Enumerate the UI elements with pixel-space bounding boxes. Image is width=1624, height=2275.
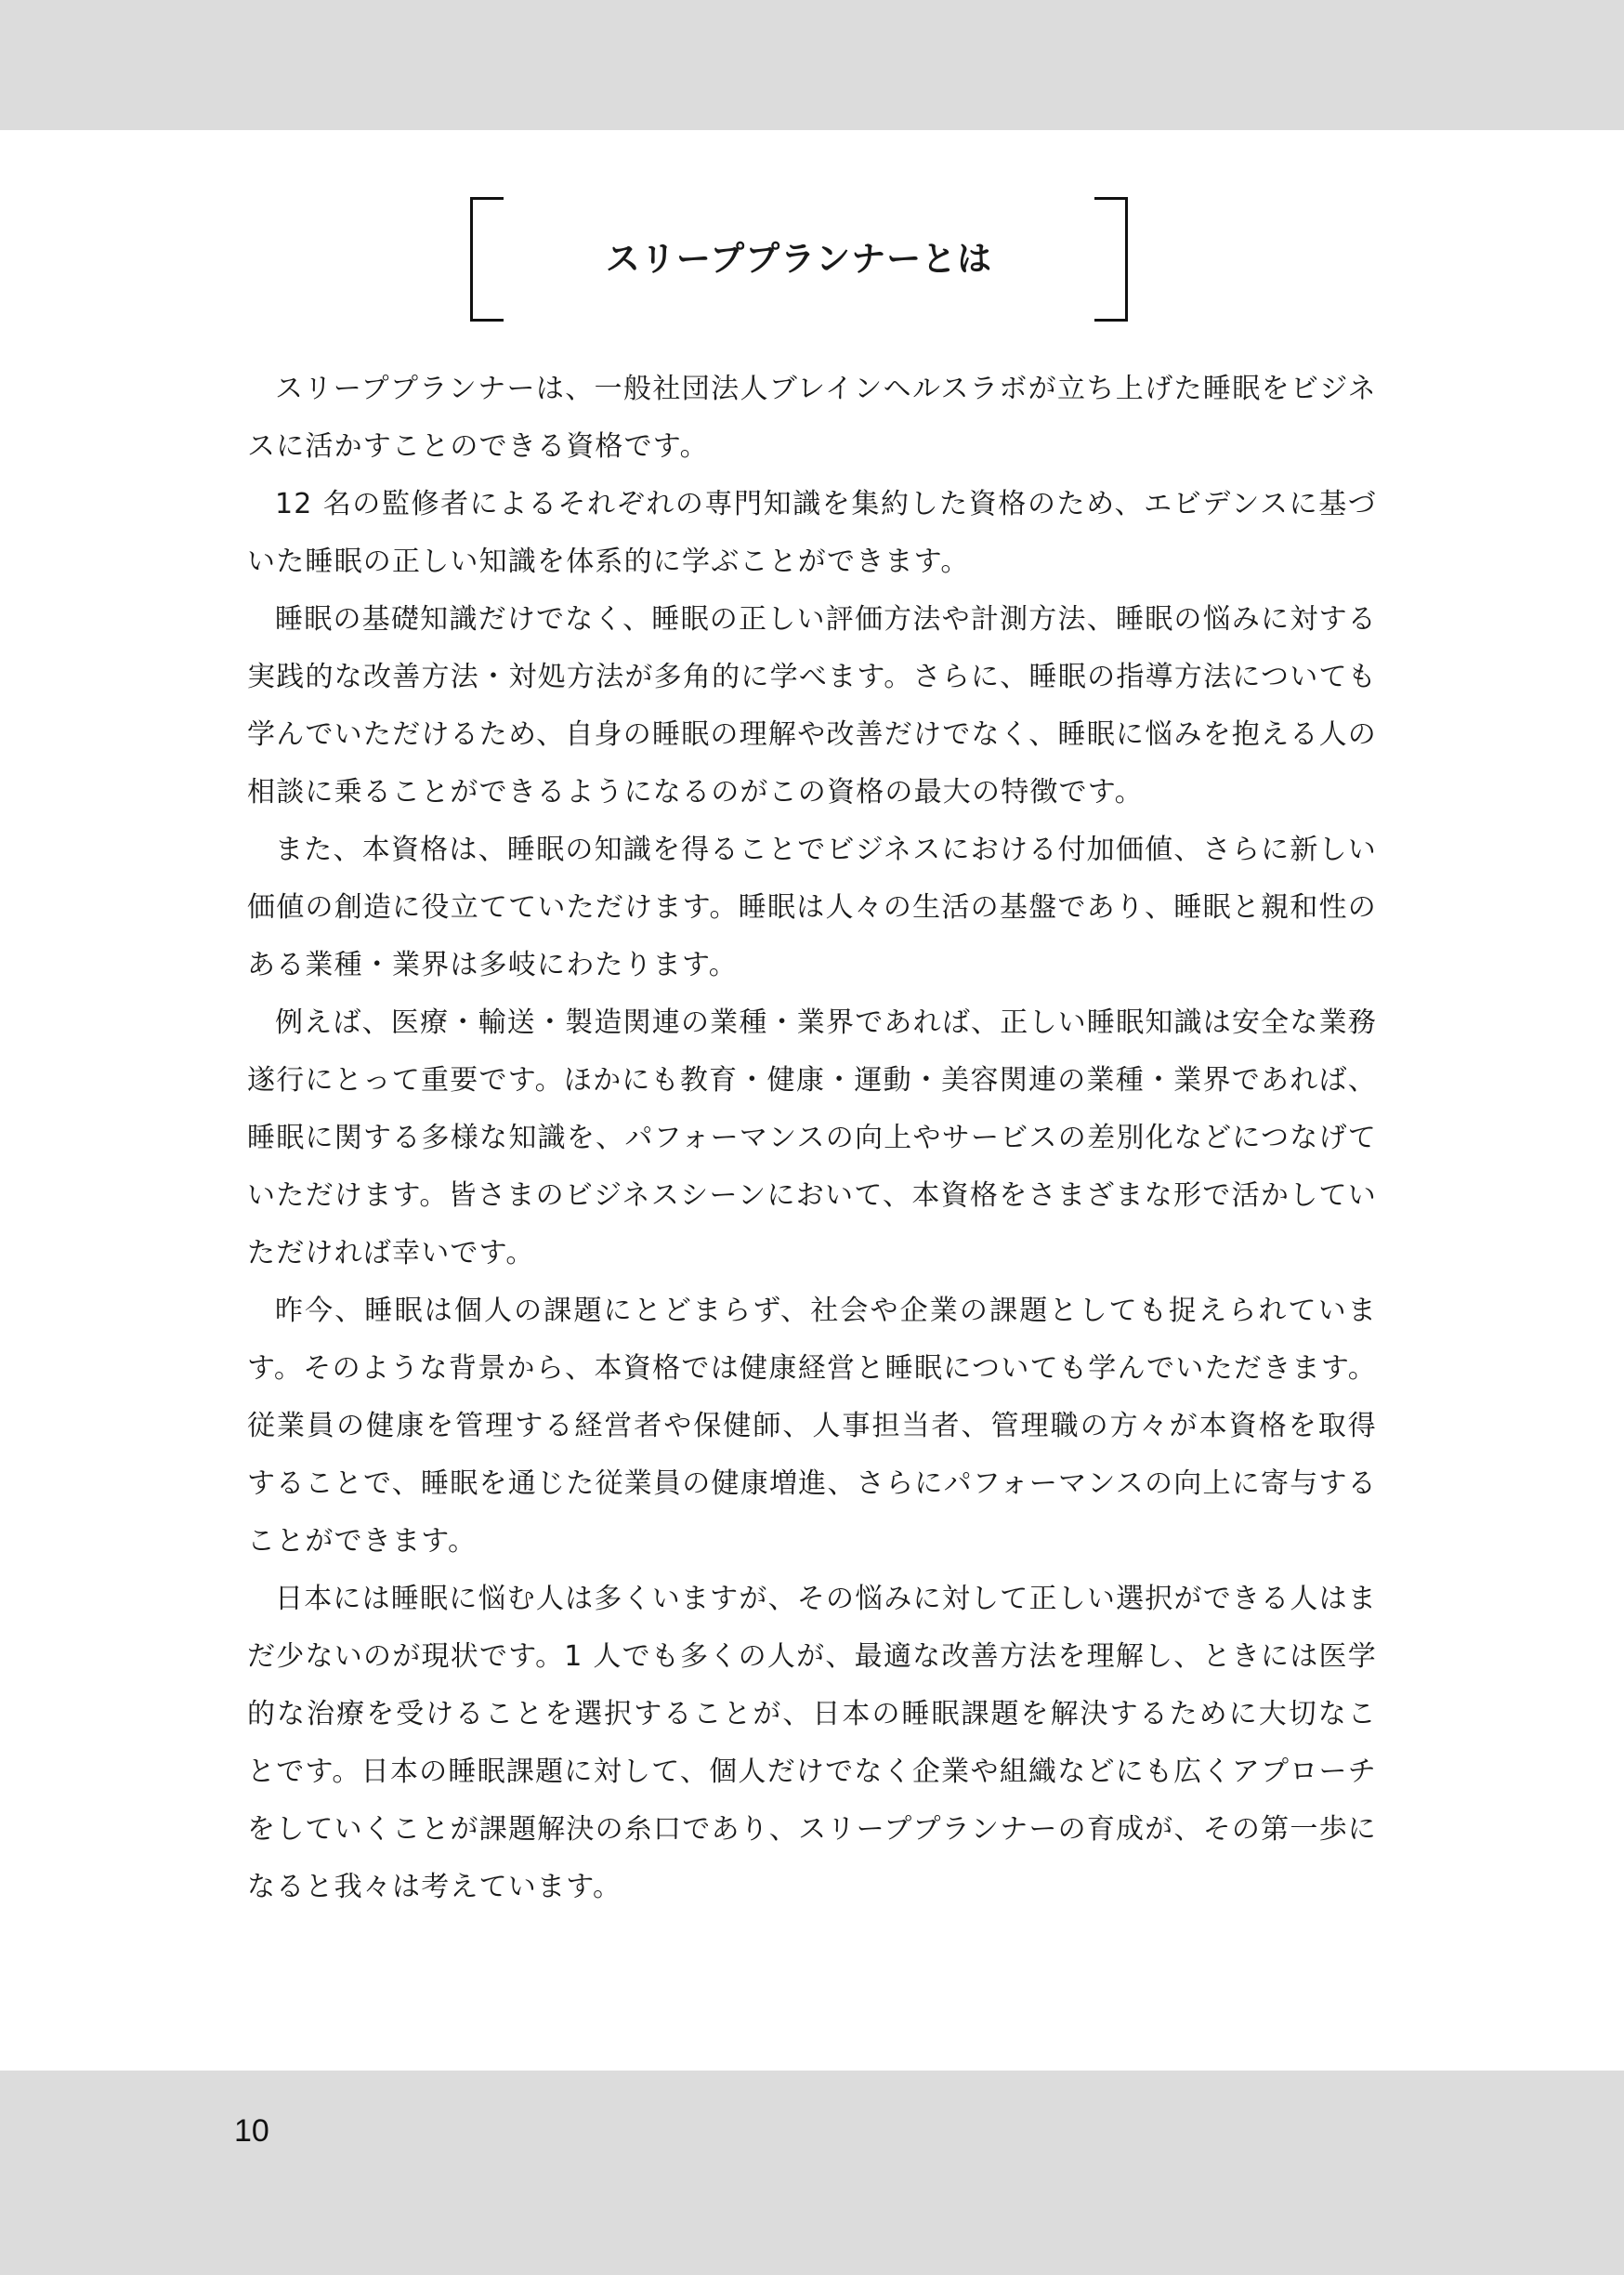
body-text: [247, 361, 1377, 1916]
page-title: スリーププランナーとは: [605, 239, 993, 279]
header-band: [0, 0, 1624, 130]
paragraph-7: 日本には睡眠に悩む人は多くいますが、その悩みに対して正しい選択ができる人はまだ少ないのが現状です。1 人でも多くの人が、最適な改善方法を理解し、ときには医学的な治療を受けることを選択することが、日本の睡眠課題を解決するために大切なことです。日本の睡眠課題に対して、個人だけでなく企業や組織などにも広くアプローチをしていくことが課題解決の糸口であり、スリーププランナーの育成が、その第一歩になると我々は考えています。: [247, 1583, 1377, 1903]
paragraph-4: また、本資格は、睡眠の知識を得ることでビジネスにおける付加価値、さらに新しい価値の創造に役立てていただけます。睡眠は人々の生活の基盤であり、睡眠と親和性のある業種・業界は多岐にわたります。: [247, 834, 1377, 981]
page-number: 10: [234, 2113, 269, 2149]
paragraph-6: 昨今、睡眠は個人の課題にとどまらず、社会や企業の課題としても捉えられています。そのような背景から、本資格では健康経営と睡眠についても学んでいただきます。従業員の健康を管理する経営者や保健師、人事担当者、管理職の方々が本資格を取得することで、睡眠を通じた従業員の健康増進、さらにパフォーマンスの向上に寄与することができます。: [247, 1295, 1377, 1558]
paragraph-5: 例えば、医療・輸送・製造関連の業種・業界であれば、正しい睡眠知識は安全な業務遂行にとって重要です。ほかにも教育・健康・運動・美容関連の業種・業界であれば、睡眠に関する多様な知識を、パフォーマンスの向上やサービスの差別化などにつなげていただけます。皆さまのビジネスシーンにおいて、本資格をさまざまな形で活かしていただければ幸いです。: [247, 1006, 1377, 1269]
title-frame: [470, 197, 1128, 322]
footer-band: [0, 2071, 1624, 2275]
paragraph-2: 12 名の監修者によるそれぞれの専門知識を集約した資格のため、エビデンスに基づいた睡眠の正しい知識を体系的に学ぶことができます。: [247, 488, 1377, 578]
paragraph-3: 睡眠の基礎知識だけでなく、睡眠の正しい評価方法や計測方法、睡眠の悩みに対する実践的な改善方法・対処方法が多角的に学べます。さらに、睡眠の指導方法についても学んでいただけるため、自身の睡眠の理解や改善だけでなく、睡眠に悩みを抱える人の相談に乗ることができるようになるのがこの資格の最大の特徴です。: [247, 603, 1377, 809]
paragraph-1: スリーププランナーは、一般社団法人ブレインヘルスラボが立ち上げた睡眠をビジネスに活かすことのできる資格です。: [247, 373, 1377, 463]
